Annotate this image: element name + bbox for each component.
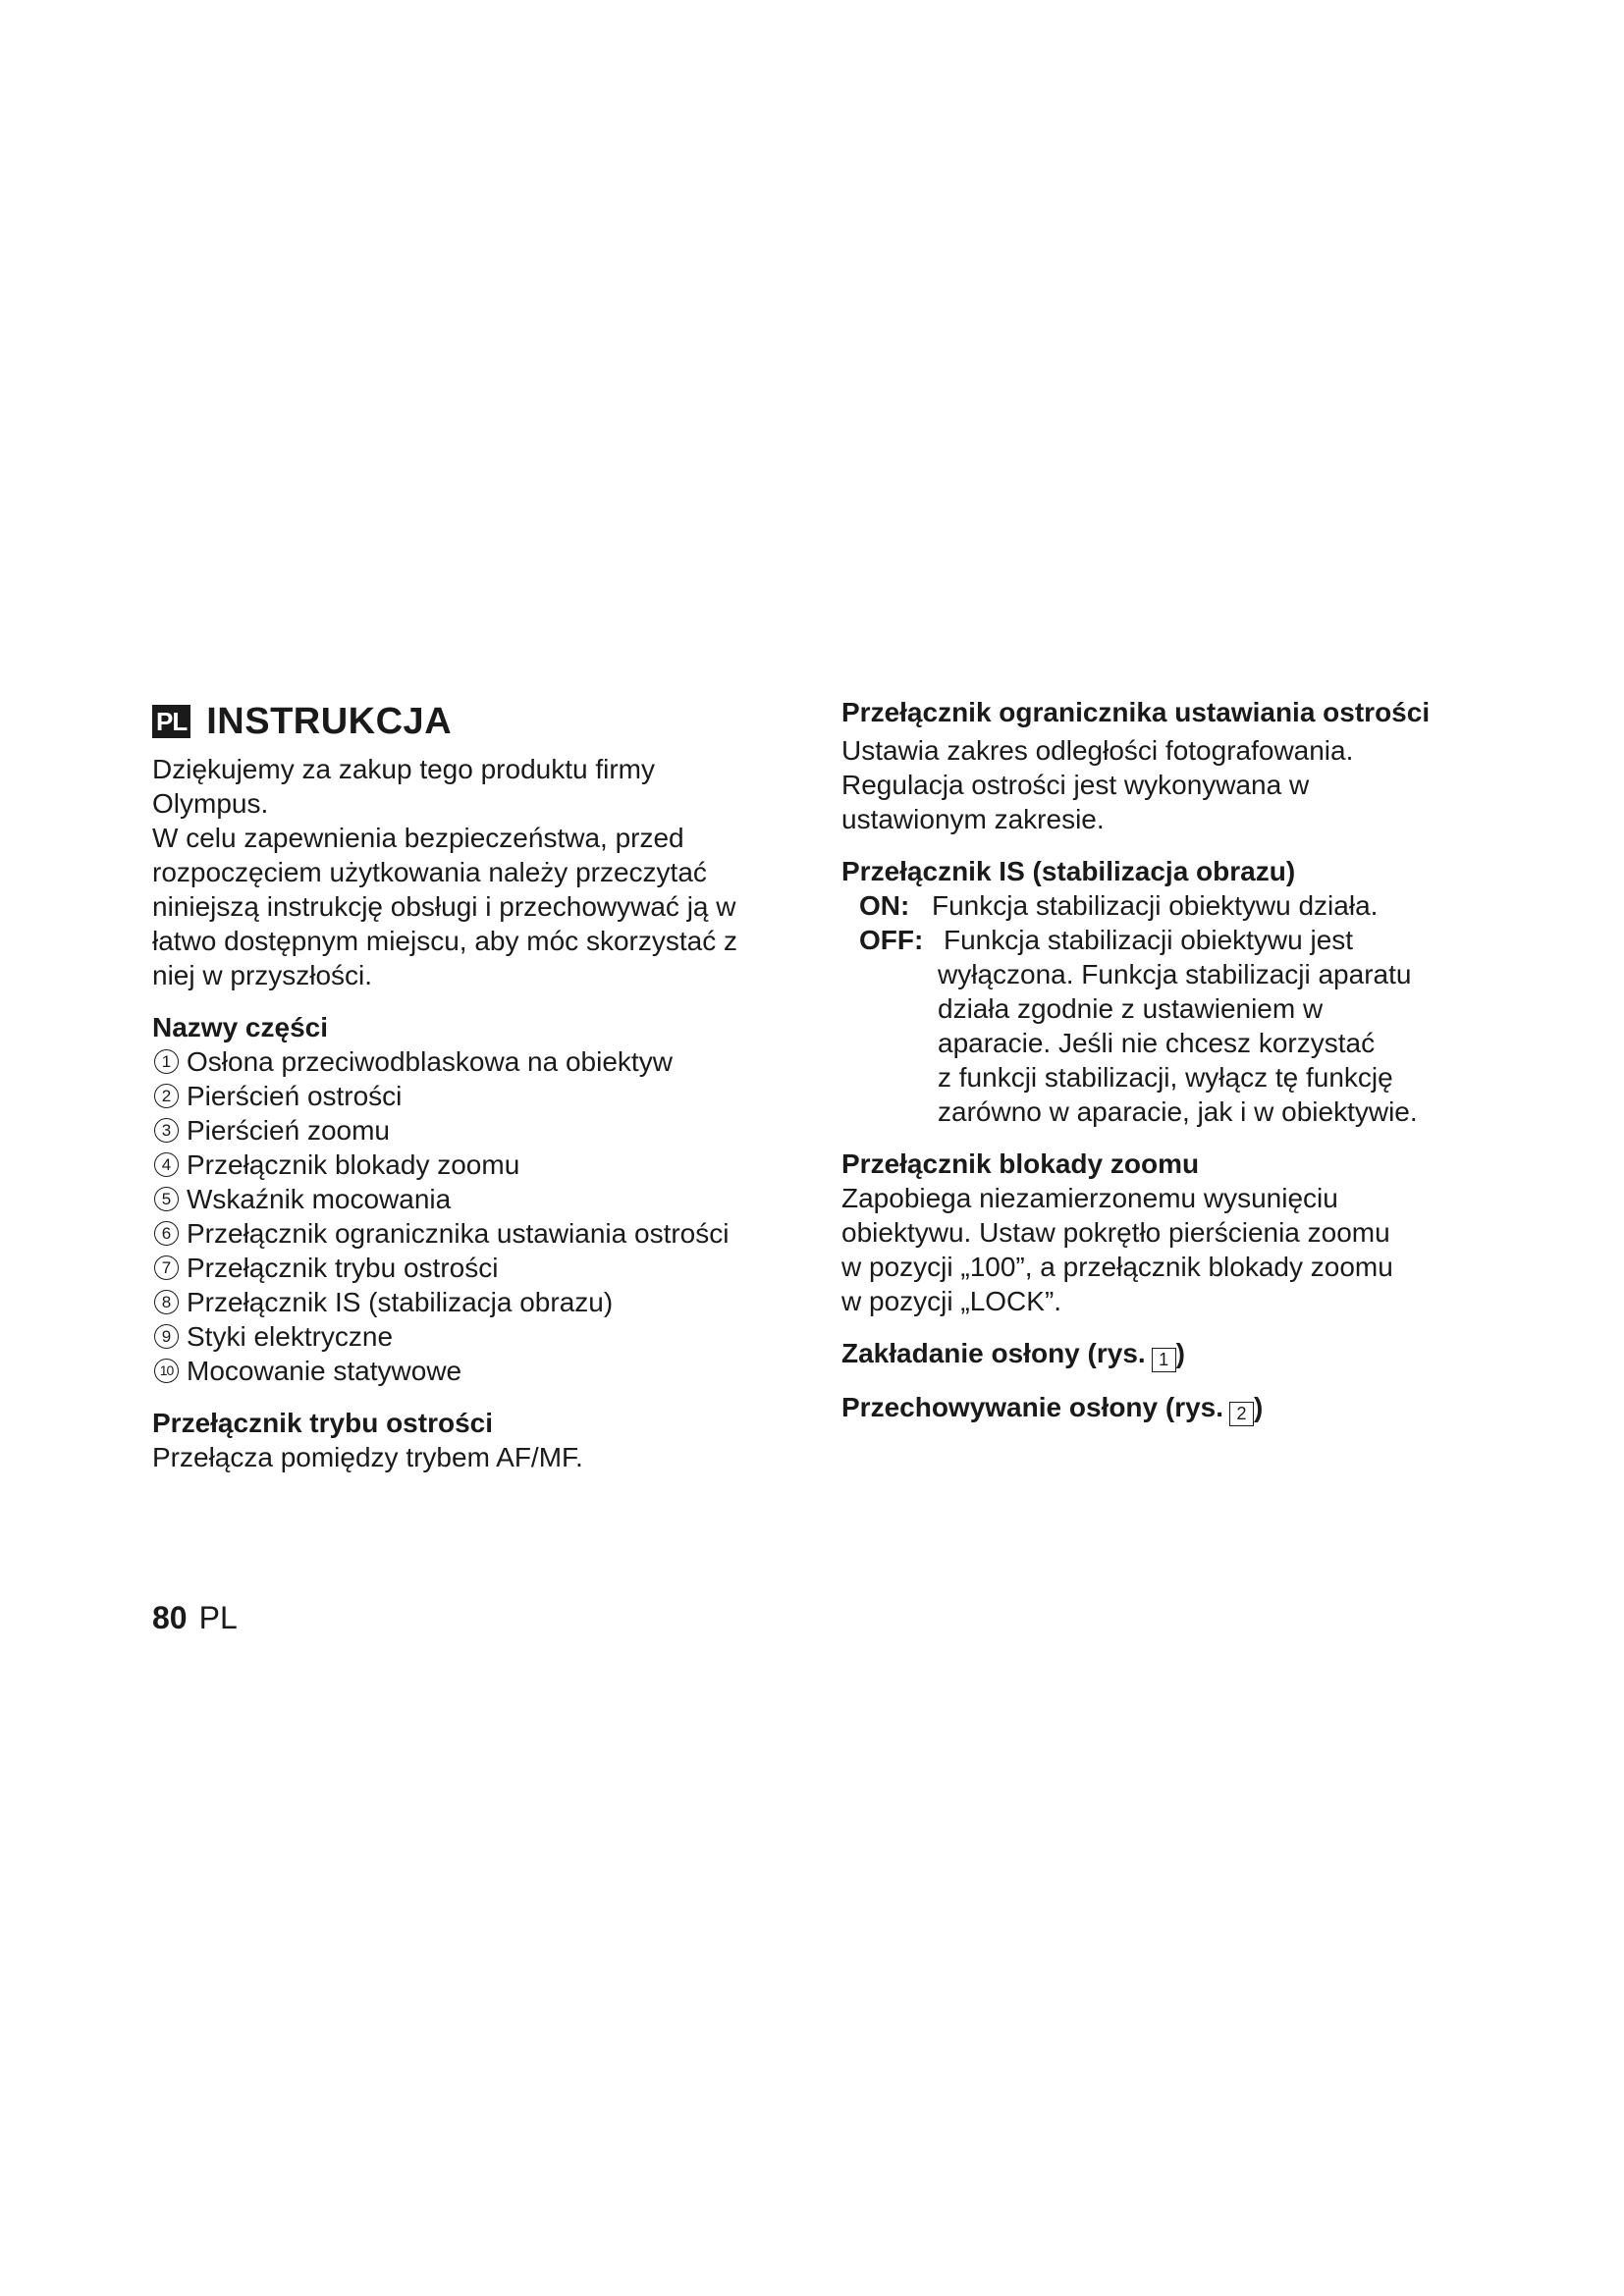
part-label: Przełącznik blokady zoomu: [187, 1149, 520, 1180]
intro-line: niej w przyszłości.: [152, 960, 373, 990]
hood-attach-heading: Zakładanie osłony (rys. 1 ): [841, 1336, 1489, 1372]
zoom-lock-line: w pozycji „100”, a przełącznik blokady zoomu: [841, 1252, 1393, 1282]
part-label: Pierścień zoomu: [187, 1115, 390, 1146]
left-column: [152, 695, 800, 1474]
number-badge: 7: [154, 1255, 179, 1280]
list-item: [152, 1319, 800, 1354]
is-off-line: zarówno w aparacie, jak i w obiektywie.: [938, 1096, 1418, 1127]
intro-line: W celu zapewnienia bezpieczeństwa, przed: [152, 823, 684, 853]
language-badge: PL: [152, 705, 190, 738]
footer-lang: PL: [198, 1600, 238, 1635]
number-badge: 5: [154, 1187, 179, 1211]
part-label: Styki elektryczne: [187, 1321, 394, 1352]
number-badge: 3: [154, 1118, 179, 1143]
list-item: [152, 1182, 800, 1216]
part-label: Przełącznik IS (stabilizacja obrazu): [187, 1287, 614, 1317]
list-item: [152, 1354, 800, 1388]
page-number: 80: [152, 1600, 188, 1635]
page-footer: [152, 1600, 238, 1636]
is-off-text: Funkcja stabilizacji obiektywu jest: [944, 925, 1354, 955]
number-badge: 1: [154, 1049, 179, 1074]
focus-limiter-line: ustawionym zakresie.: [841, 804, 1105, 834]
zoom-lock-line: w pozycji „LOCK”.: [841, 1286, 1062, 1316]
list-item: [152, 1216, 800, 1251]
is-off-key: OFF:: [859, 925, 924, 955]
part-label: Przełącznik ogranicznika ustawiania ostrości: [187, 1218, 730, 1249]
intro-line: łatwo dostępnym miejscu, aby móc skorzystać z: [152, 926, 737, 956]
list-item: [152, 1251, 800, 1285]
is-off-line: aparacie. Jeśli nie chcesz korzystać: [938, 1028, 1376, 1058]
number-badge: 10: [154, 1359, 179, 1383]
is-off-line: z funkcji stabilizacji, wyłącz tę funkcję: [938, 1062, 1393, 1093]
is-switch-heading: Przełącznik IS (stabilizacja obrazu): [841, 856, 1296, 886]
number-badge: 4: [154, 1152, 179, 1177]
focus-limiter-heading: Przełącznik ogranicznika ustawiania ostrości: [841, 697, 1431, 727]
parts-heading: Nazwy części: [152, 1012, 328, 1042]
is-on-text: Funkcja stabilizacji obiektywu działa.: [932, 890, 1379, 921]
parts-list: [152, 1044, 800, 1388]
intro-line: rozpoczęciem użytkowania należy przeczytać: [152, 857, 707, 887]
zoom-lock-heading: Przełącznik blokady zoomu: [841, 1148, 1200, 1179]
focus-mode-heading: Przełącznik trybu ostrości: [152, 1408, 494, 1438]
part-label: Przełącznik trybu ostrości: [187, 1253, 499, 1283]
number-badge: 6: [154, 1221, 179, 1246]
number-badge: 8: [154, 1290, 179, 1314]
list-item: [152, 1113, 800, 1148]
focus-limiter-line: Ustawia zakres odległości fotografowania.: [841, 735, 1354, 766]
list-item: [152, 1079, 800, 1113]
zoom-lock-line: obiektywu. Ustaw pokrętło pierścienia zoomu: [841, 1217, 1390, 1248]
is-off-line: wyłączona. Funkcja stabilizacji aparatu: [938, 959, 1412, 989]
intro-line: Dziękujemy za zakup tego produktu firmy: [152, 754, 655, 784]
right-column: [841, 695, 1489, 1426]
is-off-line: działa zgodnie z ustawieniem w: [938, 993, 1324, 1024]
part-label: Wskaźnik mocowania: [187, 1184, 452, 1214]
number-badge: 2: [154, 1084, 179, 1108]
part-label: Osłona przeciwodblaskowa na obiektyw: [187, 1046, 673, 1077]
title-row: [152, 695, 800, 748]
list-item: [152, 1148, 800, 1182]
figure-ref-box: 1: [1152, 1348, 1176, 1372]
list-item: [152, 1044, 800, 1079]
intro-line: niniejszą instrukcję obsługi i przechowywać ją w: [152, 891, 736, 922]
focus-limiter-line: Regulacja ostrości jest wykonywana w: [841, 770, 1310, 800]
page-title: INSTRUKCJA: [206, 700, 453, 742]
part-label: Pierścień ostrości: [187, 1081, 403, 1111]
list-item: [152, 1285, 800, 1319]
zoom-lock-line: Zapobiega niezamierzonemu wysunięciu: [841, 1183, 1338, 1213]
part-label: Mocowanie statywowe: [187, 1356, 462, 1386]
is-off-row: [841, 923, 1489, 957]
focus-mode-text: Przełącza pomiędzy trybem AF/MF.: [152, 1442, 583, 1472]
intro-text: [152, 752, 800, 992]
is-on-row: [841, 888, 1489, 923]
figure-ref-box: 2: [1229, 1402, 1254, 1426]
intro-line: Olympus.: [152, 788, 269, 819]
is-on-key: ON:: [859, 890, 910, 921]
number-badge: 9: [154, 1324, 179, 1349]
hood-store-heading: Przechowywanie osłony (rys. 2 ): [841, 1390, 1489, 1426]
